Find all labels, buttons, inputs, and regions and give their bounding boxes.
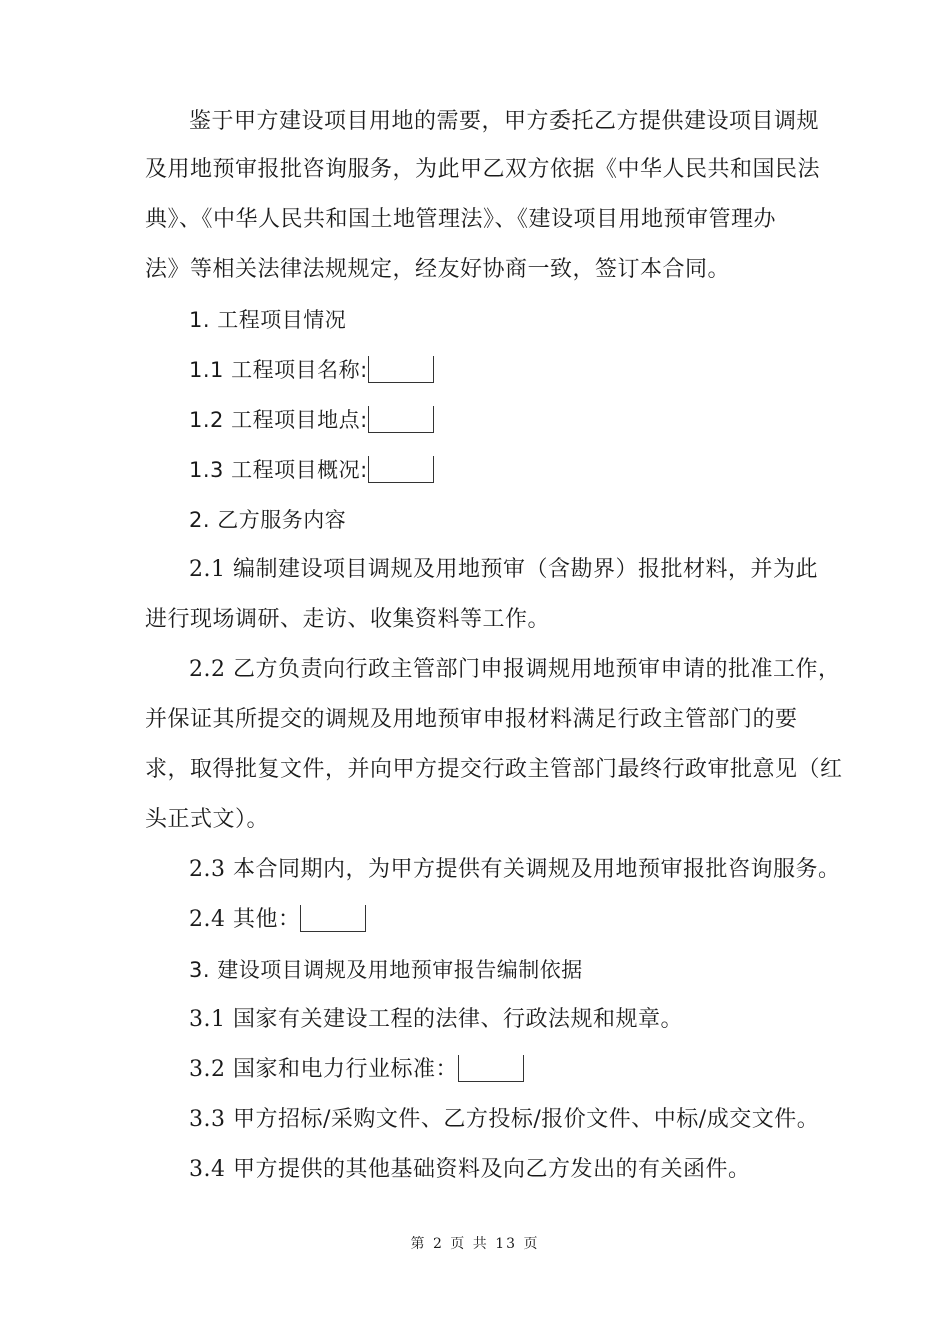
intro-line-1: 鉴于甲方建设项目用地的需要，甲方委托乙方提供建设项目调规 — [189, 109, 820, 134]
project-overview-blank[interactable] — [368, 456, 434, 483]
item-3-4: 3.4 甲方提供的其他基础资料及向乙方发出的有关函件。 — [189, 1157, 751, 1182]
item-2-2-line-3: 求，取得批复文件，并向甲方提交行政主管部门最终行政审批意见（红 — [145, 757, 843, 782]
other-services-blank[interactable] — [300, 905, 366, 932]
item-2-2-line-1: 2.2 乙方负责向行政主管部门申报调规用地预审申请的批准工作， — [189, 657, 841, 682]
item-2-4 — [189, 905, 366, 935]
project-name-blank[interactable] — [368, 356, 434, 383]
item-2-3: 2.3 本合同期内，为甲方提供有关调规及用地预审报批咨询服务。 — [189, 857, 841, 882]
item-1-2-label: 1.2 工程项目地点: — [189, 408, 368, 432]
item-2-1-line-1: 2.1 编制建设项目调规及用地预审（含勘界）报批材料，并为此 — [189, 557, 818, 582]
item-2-4-label: 2.4 其他： — [189, 907, 301, 932]
item-2-2-line-2: 并保证其所提交的调规及用地预审申报材料满足行政主管部门的要 — [145, 707, 798, 732]
item-1-1-label: 1.1 工程项目名称: — [189, 358, 368, 382]
section-2-heading: 2. 乙方服务内容 — [189, 508, 347, 532]
item-2-1-line-2: 进行现场调研、走访、收集资料等工作。 — [145, 607, 551, 632]
section-3-heading: 3. 建设项目调规及用地预审报告编制依据 — [189, 958, 583, 982]
item-3-1: 3.1 国家有关建设工程的法律、行政法规和规章。 — [189, 1007, 683, 1032]
item-3-2 — [189, 1055, 524, 1085]
item-3-2-label: 3.2 国家和电力行业标准： — [189, 1057, 458, 1082]
item-3-3: 3.3 甲方招标/采购文件、乙方投标/报价文件、中标/成交文件。 — [189, 1107, 820, 1132]
item-1-2 — [189, 405, 434, 435]
item-1-3 — [189, 455, 434, 485]
page-footer: 第 2 页 共 13 页 — [410, 1236, 540, 1252]
section-1-heading: 1. 工程项目情况 — [189, 308, 347, 332]
item-1-3-label: 1.3 工程项目概况: — [189, 458, 368, 482]
intro-line-2: 及用地预审报批咨询服务，为此甲乙双方依据《中华人民共和国民法 — [145, 157, 821, 182]
project-location-blank[interactable] — [368, 406, 434, 433]
intro-line-3: 典》、《中华人民共和国土地管理法》、《建设项目用地预审管理办 — [145, 207, 777, 232]
industry-standard-blank[interactable] — [458, 1055, 524, 1082]
intro-line-4: 法》等相关法律法规规定，经友好协商一致，签订本合同。 — [145, 257, 731, 282]
item-2-2-line-4: 头正式文）。 — [145, 807, 270, 832]
item-1-1 — [189, 355, 434, 385]
